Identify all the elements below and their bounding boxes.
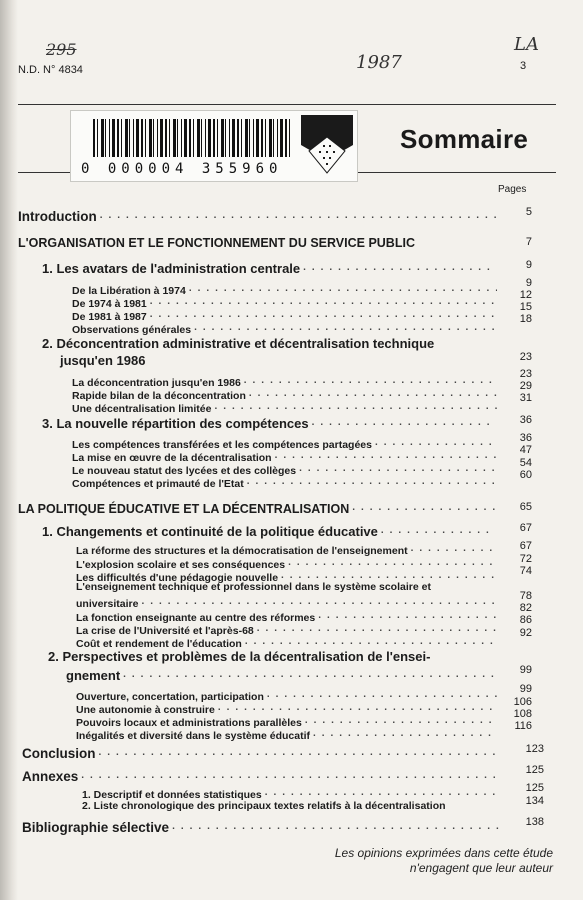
toc-subentry: La fonction enseignante au centre des réformes . . . [76,610,500,624]
toc-subentry: Pouvoirs locaux et administrations parallèles . . . [76,715,500,729]
toc-subentry: 2. Liste chronologique des principaux textes relatifs à la décentralisation [82,800,446,812]
barcode-bars [93,119,293,157]
toc-page: 72 [519,553,532,565]
toc-page: 47 [519,444,532,456]
toc-subentry: Inégalités et diversité dans le système éducatif . . . [76,728,500,742]
toc-page: 23 [519,368,532,380]
toc-page: 125 [525,782,544,794]
toc-subentry: L'enseignement technique et professionnel dans le système scolaire et [76,581,431,593]
toc-chapter-heading: 3. La nouvelle répartition des compétences . . . [42,416,498,431]
toc-page: 125 [525,764,544,776]
toc-page: 31 [519,392,532,404]
toc-page: 23 [519,351,532,363]
toc-subentry: Compétences et primauté de l'Etat . . . [72,476,500,490]
toc-part-heading: L'ORGANISATION ET LE FONCTIONNEMENT DU SERVICE PUBLIC [18,236,415,250]
toc-page: 108 [513,708,532,720]
toc-page: 74 [519,565,532,577]
toc-subentry: Observations générales . . . [72,322,500,336]
toc-chapter-heading-cont: jusqu'en 1986 [60,353,146,368]
toc-page: 5 [525,206,532,218]
toc-page: 18 [519,313,532,325]
toc-subentry: Coût et rendement de l'éducation . . . [76,636,500,650]
toc-chapter-heading: 2. Perspectives et problèmes de la décentralisation de l'ensei- [48,649,431,664]
toc-subentry: Une décentralisation limitée . . . [72,401,500,415]
toc-chapter-heading: 2. Déconcentration administrative et décentralisation technique [42,336,435,351]
page-binding-shadow [0,0,18,900]
toc-page: 67 [519,540,532,552]
toc-subentry-cont: universitaire . . . [76,596,500,610]
toc-subentry: De la Libération à 1974 . . . [72,283,500,297]
toc-chapter-heading: 1. Les avatars de l'administration centrale . . . [42,261,498,276]
toc-subentry: Les compétences transférées et les compétences partagées . . . [72,437,500,451]
toc-entry-introduction: Introduction . . . [18,209,500,224]
toc-part-heading: LA POLITIQUE ÉDUCATIVE ET LA DÉCENTRALISATION . . . [18,502,500,516]
toc-page: 9 [525,277,532,289]
toc-subentry: La crise de l'Université et l'après-68 . . . [76,623,500,637]
disclaimer-line-2: n'engagent que leur auteur [409,861,553,875]
pages-column-label: Pages [498,184,527,195]
handwritten-year: 1987 [356,52,402,73]
toc-subentry: La mise en œuvre de la décentralisation . . . [72,450,500,464]
barcode-number: 0 000004 355960 [81,161,283,177]
toc-page: 9 [525,259,532,271]
header-rule-right [366,104,556,105]
toc-subentry: La déconcentration jusqu'en 1986 . . . [72,375,500,389]
handwritten-number: 295 [46,40,77,59]
toc-page: 78 [519,590,532,602]
toc-subentry: Ouverture, concertation, participation . . . [76,689,500,703]
toc-entry-bibliographie: Bibliographie sélective . . . [22,820,502,835]
toc-subentry: De 1981 à 1987 . . . [72,309,500,323]
toc-subentry: Rapide bilan de la déconcentration . . . [72,388,500,402]
toc-page: 60 [519,469,532,481]
page-title: Sommaire [400,124,529,154]
toc-subentry: L'explosion scolaire et ses conséquences . . . [76,557,500,571]
toc-page: 134 [525,795,544,807]
toc-page: 7 [525,236,532,248]
toc-entry-conclusion: Conclusion . . . [22,746,502,761]
toc-subentry: 1. Descriptif et données statistiques . . . [82,787,502,801]
toc-page: 15 [519,301,532,313]
page-number: 3 [520,60,527,72]
toc-page: 36 [519,414,532,426]
toc-chapter-heading-cont: gnement . . . [66,668,498,683]
toc-page: 65 [519,501,532,513]
document-number: N.D. N° 4834 [18,64,83,76]
toc-page: 99 [519,664,532,676]
toc-page: 54 [519,457,532,469]
disclaimer-note [335,846,553,876]
toc-chapter-heading: 1. Changements et continuité de la politique éducative . . . [42,524,498,539]
toc-page: 138 [525,816,544,828]
toc-page: 82 [519,602,532,614]
disclaimer-line-1: Les opinions exprimées dans cette étude [334,846,553,860]
toc-subentry: Les difficultés d'une pédagogie nouvelle . . . [76,570,500,584]
publisher-logo-icon [301,115,353,175]
toc-subentry: Une autonomie à construire . . . [76,702,500,716]
toc-page: 106 [513,696,532,708]
toc-page: 99 [519,683,532,695]
toc-page: 92 [519,627,532,639]
handwritten-initials: LA [514,34,539,55]
toc-page: 67 [519,522,532,534]
toc-subentry: De 1974 à 1981 . . . [72,296,500,310]
toc-entry-annexes: Annexes . . . [22,769,502,784]
toc-page: 116 [514,720,532,732]
toc-page: 36 [519,432,532,444]
toc-page: 29 [519,380,532,392]
toc-subentry: Le nouveau statut des lycées et des collèges . . . [72,463,500,477]
toc-page: 123 [525,743,544,755]
toc-page: 86 [519,614,532,626]
header-rule-left [18,104,366,105]
toc-subentry: La réforme des structures et la démocratisation de l'enseignement . . . [76,543,500,557]
barcode-label [70,110,358,182]
toc-page: 12 [519,289,532,301]
